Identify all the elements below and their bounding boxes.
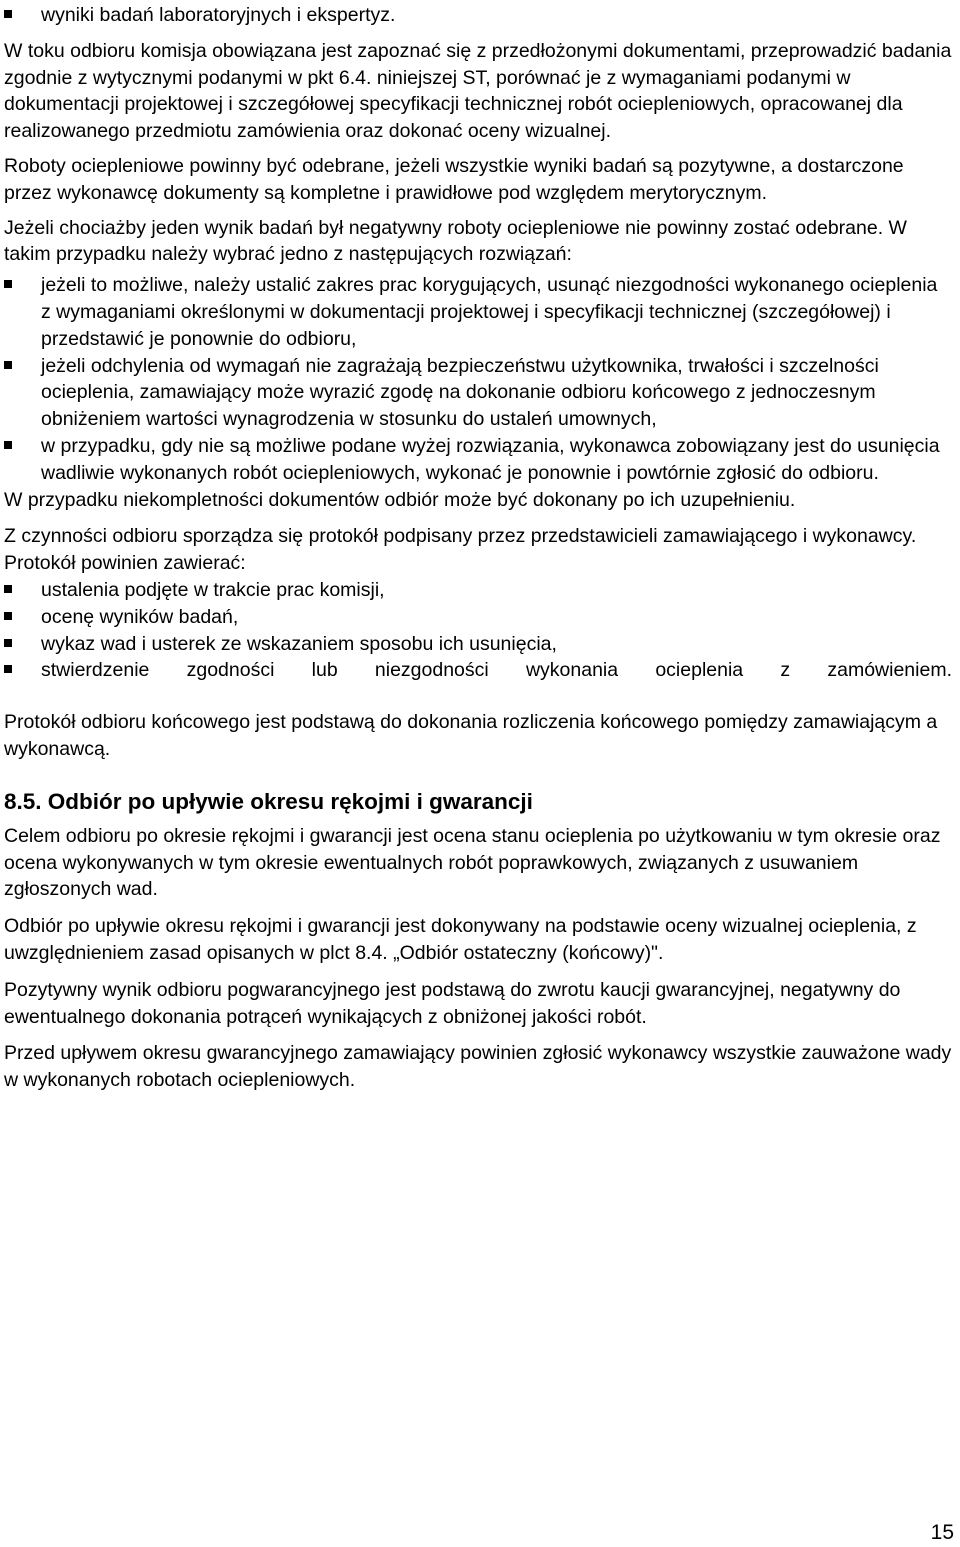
square-bullet-icon: [4, 612, 12, 620]
list-item: [4, 353, 952, 433]
top-bullet-list: [4, 2, 952, 29]
square-bullet-icon: [4, 665, 12, 673]
square-bullet-icon: [4, 639, 12, 647]
section-heading: 8.5. Odbiór po upływie okresu rękojmi i gwarancji: [4, 788, 533, 814]
paragraph-warranty-purpose: Celem odbioru po okresie rękojmi i gwarancji jest ocena stanu ocieplenia po użytkowaniu w tym okresie oraz ocena wykonywanych w tym okresie ewentualnych robót poprawkowych, związanych z usuwaniem zgłoszonych wad.: [4, 824, 941, 901]
paragraph-warranty-result: Pozytywny wynik odbioru pogwarancyjnego jest podstawą do zwrotu kaucji gwarancyjnej, negatywny do ewentualnego dokonania potrąceń wynikających z obniżonej jakości robót.: [4, 978, 901, 1028]
square-bullet-icon: [4, 441, 12, 449]
paragraph-incomplete-documents: W przypadku niekompletności dokumentów odbiór może być dokonany po ich uzupełnieniu.: [4, 488, 796, 511]
paragraph-negative-result: Jeżeli chociażby jeden wynik badań był negatywny roboty ociepleniowe nie powinny zostać odebrane. W takim przypadku należy wybrać jedno z następujących rozwiązań:: [4, 216, 907, 266]
list-item-text: stwierdzenie zgodności lub niezgodności wykonania ocieplenia z zamówieniem.: [41, 659, 952, 682]
list-item-text: jeżeli to możliwe, należy ustalić zakres prac korygujących, usunąć niezgodności wykonanego ocieplenia z wymaganiami określonymi w dokumentacji projektowej i specyfikacji technicznej (szczegółowej) i przedstawić je ponownie do odbioru,: [41, 274, 938, 350]
square-bullet-icon: [4, 361, 12, 369]
list-item-text: wyniki badań laboratoryjnych i ekspertyz.: [41, 4, 396, 26]
paragraph-final-protocol: Protokół odbioru końcowego jest podstawą do dokonania rozliczenia końcowego pomiędzy zamawiającym a wykonawcą.: [4, 711, 938, 760]
list-item: [4, 604, 952, 631]
document-page: [4, 2, 952, 1094]
list-item: [4, 657, 952, 684]
list-item: [4, 272, 952, 352]
paragraph-acceptance-conditions: Roboty ociepleniowe powinny być odebrane, jeżeli wszystkie wyniki badań są pozytywne, a dostarczone przez wykonawcę dokumenty są kompletne i prawidłowe pod względem merytorycznym.: [4, 154, 904, 204]
paragraph-warranty-defects: Przed upływem okresu gwarancyjnego zamawiający powinien zgłosić wykonawcy wszystkie zauważone wady w wykonanych robotach ociepleniowych.: [4, 1042, 952, 1092]
page-number: 15: [930, 1521, 954, 1544]
list-item-text: wykaz wad i usterek ze wskazaniem sposobu ich usunięcia,: [41, 632, 557, 655]
list-item-text: w przypadku, gdy nie są możliwe podane wyżej rozwiązania, wykonawca zobowiązany jest do usunięcia wadliwie wykonanych robót ociepleniowych, wykonać je ponownie i powtórnie zgłosić do odbioru.: [41, 434, 940, 484]
paragraph-commission-duties: W toku odbioru komisja obowiązana jest zapoznać się z przedłożonymi dokumentami, przeprowadzić badania zgodnie z wytycznymi podanymi w pkt 6.4. niniejszej ST, porównać je z wymaganiami podanymi w dokumentacji projektowej i szczegółowej specyfikacji technicznej robót ociepleniowych, opracowanej dla realizowanego przedmiotu zamówienia oraz dokonać oceny wizualnej.: [4, 39, 952, 143]
square-bullet-icon: [4, 10, 12, 18]
paragraph-warranty-basis: Odbiór po upływie okresu rękojmi i gwarancji jest dokonywany na podstawie oceny wizualnej ocieplenia, z uwzględnieniem zasad opisanych w plct 8.4. „Odbiór ostateczny (końcowy)".: [4, 915, 917, 964]
square-bullet-icon: [4, 280, 12, 288]
list-item: [4, 433, 952, 487]
list-item-text: ocenę wyników badań,: [41, 605, 239, 628]
list-item: [4, 2, 952, 29]
list-item-text: jeżeli odchylenia od wymagań nie zagrażają bezpieczeństwu użytkownika, trwałości i szczelności ocieplenia, zamawiający może wyrazić zgodę na dokonanie odbioru końcowego z jednoczesnym obniżeniem wartości wynagrodzenia w stosunku do ustaleń umownych,: [41, 354, 879, 431]
list-item-text: ustalenia podjęte w trakcie prac komisji,: [41, 578, 385, 601]
list-item: [4, 631, 952, 658]
list-item: [4, 577, 952, 604]
protocol-items-list: [4, 577, 952, 684]
square-bullet-icon: [4, 585, 12, 593]
options-list: [4, 272, 952, 486]
paragraph-protocol-intro: Z czynności odbioru sporządza się protokół podpisany przez przedstawicieli zamawiającego i wykonawcy. Protokół powinien zawierać:: [4, 525, 917, 575]
